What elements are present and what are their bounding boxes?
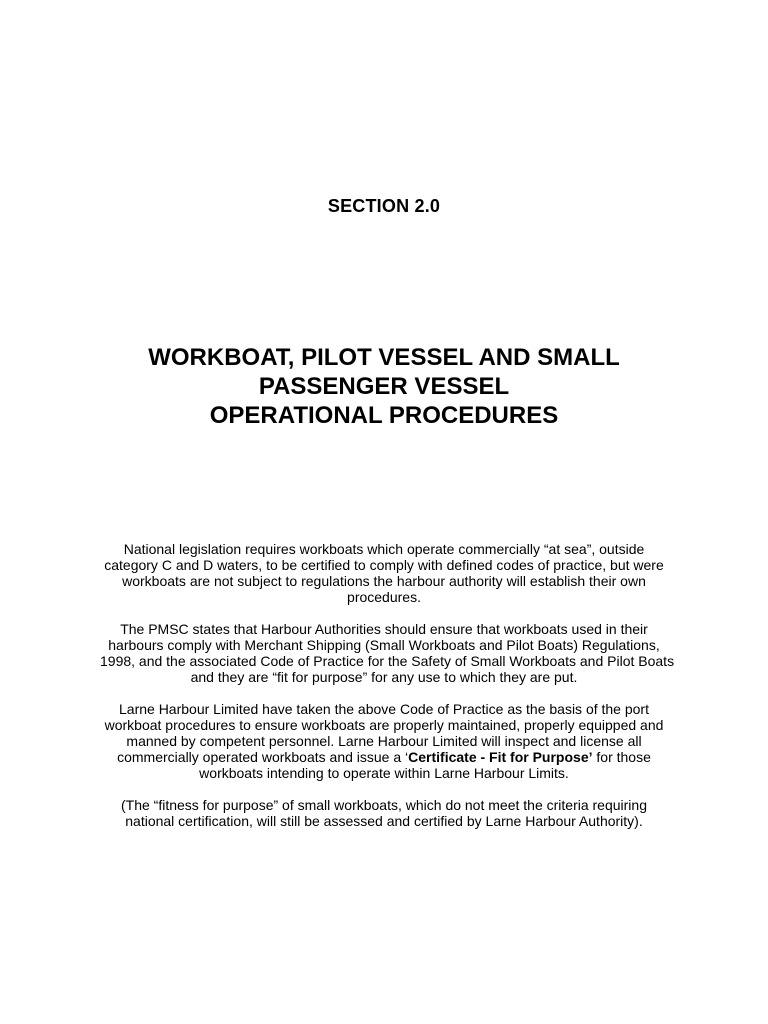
- paragraph-line: 1998, and the associated Code of Practice for the Safety of Small Workboats and Pilot Boats: [100, 653, 675, 669]
- certificate-name: Certificate - Fit for Purpose’: [408, 749, 593, 765]
- body-text: [100, 541, 675, 845]
- paragraph-line: and they are “fit for purpose” for any use to which they are put.: [190, 669, 578, 685]
- certificate-outro-text: for those: [592, 749, 651, 765]
- paragraph-line: workboats are not subject to regulations the harbour authority will establish their own: [122, 573, 646, 589]
- paragraph-line: [100, 749, 668, 765]
- paragraph-line: The PMSC states that Harbour Authorities should ensure that workboats used in their: [120, 621, 648, 637]
- title-line: PASSENGER VESSEL: [258, 373, 510, 400]
- paragraph-larne-harbour: [100, 701, 668, 781]
- paragraph-fitness-note: [100, 797, 668, 829]
- paragraph-line: manned by competent personnel. Larne Harbour Limited will inspect and license all: [126, 733, 642, 749]
- paragraph-line: workboat procedures to ensure workboats are properly maintained, properly equipped and: [104, 717, 664, 733]
- title-line: OPERATIONAL PROCEDURES: [209, 402, 559, 429]
- paragraph-line: National legislation requires workboats which operate commercially “at sea”, outside: [123, 541, 645, 557]
- paragraph-line: harbours comply with Merchant Shipping (Small Workboats and Pilot Boats) Regulations,: [108, 637, 660, 653]
- document-title: [0, 343, 768, 430]
- certificate-intro-text: commercially operated workboats and issue a ‘: [117, 749, 409, 765]
- section-label: SECTION 2.0: [327, 196, 441, 216]
- paragraph-line: procedures.: [347, 589, 421, 605]
- paragraph-line: workboats intending to operate within Larne Harbour Limits.: [199, 765, 569, 781]
- paragraph-line: (The “fitness for purpose” of small workboats, which do not meet the criteria requiring: [120, 797, 647, 813]
- paragraph-pmsc: [100, 621, 675, 685]
- title-line: WORKBOAT, PILOT VESSEL AND SMALL: [148, 344, 620, 371]
- paragraph-line: national certification, will still be assessed and certified by Larne Harbour Authority).: [125, 813, 643, 829]
- paragraph-line: Larne Harbour Limited have taken the above Code of Practice as the basis of the port: [119, 701, 649, 717]
- paragraph-line: category C and D waters, to be certified to comply with defined codes of practice, but were: [104, 557, 664, 573]
- paragraph-national-legislation: [100, 541, 668, 605]
